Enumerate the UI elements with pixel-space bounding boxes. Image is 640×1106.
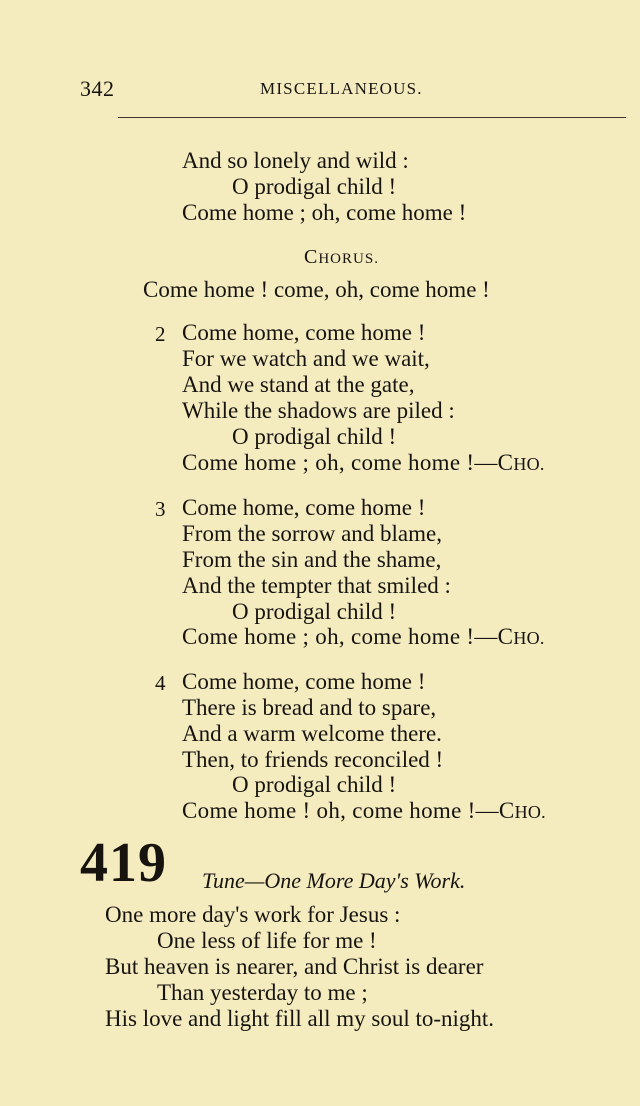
verse-line: And we stand at the gate, bbox=[182, 372, 415, 397]
verse-line: There is bread and to spare, bbox=[182, 695, 437, 720]
tune-name: Tune—One More Day's Work. bbox=[202, 868, 466, 893]
hymn-line: Than yesterday to me ; bbox=[157, 980, 368, 1005]
verse-line: O prodigal child ! bbox=[232, 174, 397, 199]
verse-line: Come home, come home ! bbox=[182, 320, 426, 345]
verse-line: For we watch and we wait, bbox=[182, 346, 430, 371]
verse-line bbox=[182, 624, 545, 651]
verse-line: From the sin and the shame, bbox=[182, 547, 442, 572]
verse-line-text: Come home ; oh, come home !— bbox=[182, 624, 498, 649]
verse-line: While the shadows are piled : bbox=[182, 398, 455, 423]
verse-number: 4 bbox=[155, 671, 166, 695]
verse-line: Then, to friends reconciled ! bbox=[182, 747, 444, 772]
verse-line: Come home ; oh, come home ! bbox=[182, 200, 467, 225]
verse-line bbox=[182, 798, 546, 825]
cho-initial: C bbox=[497, 624, 514, 649]
verse-line: O prodigal child ! bbox=[232, 772, 397, 797]
verse-line: O prodigal child ! bbox=[232, 599, 397, 624]
verse-line: And the tempter that smiled : bbox=[182, 573, 451, 598]
verse-line: O prodigal child ! bbox=[232, 424, 397, 449]
cho-initial: C bbox=[497, 450, 514, 475]
verse-line bbox=[182, 450, 545, 477]
verse-line: And a warm welcome there. bbox=[182, 721, 442, 746]
verse-line: Come home, come home ! bbox=[182, 669, 426, 694]
verse-number: 2 bbox=[155, 322, 166, 346]
verse-line: And so lonely and wild : bbox=[182, 148, 409, 173]
header-rule bbox=[118, 117, 626, 118]
hymn-line: But heaven is nearer, and Christ is dearer bbox=[105, 954, 484, 979]
page-number: 342 bbox=[80, 76, 115, 101]
chorus-line: Come home ! come, oh, come home ! bbox=[143, 277, 490, 302]
verse-number: 3 bbox=[155, 497, 166, 521]
hymn-number: 419 bbox=[80, 832, 167, 894]
running-title: MISCELLANEOUS. bbox=[260, 79, 423, 98]
chorus-heading bbox=[304, 246, 379, 269]
hymn-line: One less of life for me ! bbox=[157, 928, 377, 953]
hymn-line: His love and light fill all my soul to-night. bbox=[105, 1006, 495, 1031]
verse-line-text: Come home ; oh, come home !— bbox=[182, 450, 498, 475]
cho-rest: HO. bbox=[513, 628, 545, 648]
cho-initial: C bbox=[498, 798, 515, 823]
verse-line: Come home, come home ! bbox=[182, 495, 426, 520]
chorus-heading-rest: HORUS. bbox=[318, 251, 379, 267]
hymn-line: One more day's work for Jesus : bbox=[105, 902, 401, 927]
cho-rest: HO. bbox=[514, 802, 546, 822]
cho-rest: HO. bbox=[513, 454, 545, 474]
verse-line-text: Come home ! oh, come home !— bbox=[182, 798, 499, 823]
chorus-heading-initial: C bbox=[304, 246, 319, 268]
verse-line: From the sorrow and blame, bbox=[182, 521, 442, 546]
